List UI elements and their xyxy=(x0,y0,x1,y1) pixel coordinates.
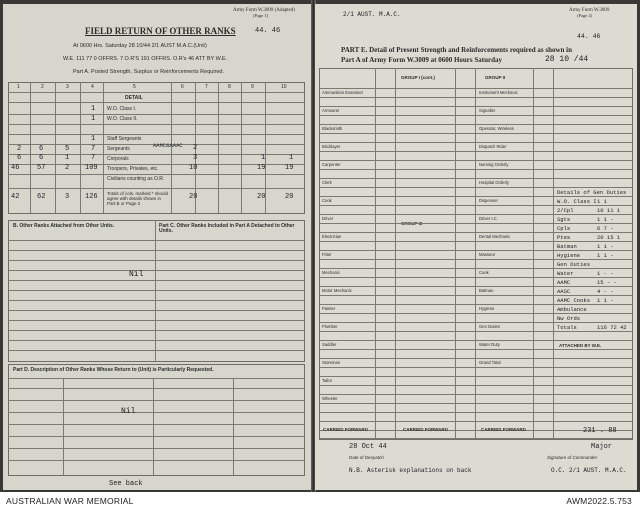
handwritten-entry: Ptes xyxy=(557,234,571,241)
signature-unit: O.C. 2/1 AUST. M.A.C. xyxy=(551,467,627,474)
group-i-heading: GROUP I (cont.) xyxy=(401,75,435,80)
trade-label: Driver xyxy=(322,216,334,221)
form-page: (Page 1) xyxy=(253,13,269,18)
grid-line xyxy=(319,259,632,260)
signature-label: Signature of Commander xyxy=(547,455,598,460)
handwritten-entry: Hygiene xyxy=(557,252,581,259)
grid-line xyxy=(319,178,632,179)
handwritten-value: 1 1 - xyxy=(597,216,614,223)
grid-line xyxy=(319,250,632,251)
right-page xyxy=(315,4,637,490)
trade-label: Nursing Orderly xyxy=(479,162,509,167)
nil-entry: Nil xyxy=(121,407,136,416)
serial-number: 44. 46 xyxy=(255,27,281,35)
grid-line xyxy=(319,295,632,296)
grid-line xyxy=(319,124,632,125)
trade-label: Dental Mechanic xyxy=(479,234,511,239)
row-detail: Staff Sergeants xyxy=(107,136,142,142)
grid-line xyxy=(319,151,632,152)
grid-line xyxy=(319,232,632,233)
grid-line xyxy=(319,196,632,197)
handwritten-entry: Batman xyxy=(557,243,577,250)
grand-total: 231 . 88 xyxy=(583,427,617,435)
handwritten-value: 116 72 42 xyxy=(597,324,627,331)
handwritten-value: 1 1 - xyxy=(597,252,614,259)
trade-label: Hygiene xyxy=(479,306,495,311)
trade-label: Motor Mechanic xyxy=(322,288,352,293)
handwritten-entry: AASC xyxy=(557,288,571,295)
signature-rank: Major xyxy=(591,443,613,451)
we-line: W.E. 111 77 0 OFFRS. 7 O.R'S 191 OFFRS. O.R's 46 ATT BY W.E. xyxy=(63,56,228,62)
form-page: (Page 2) xyxy=(577,13,593,18)
handwritten-value: 4 - - xyxy=(597,288,614,295)
attached-heading: ATTACHED BY W.E. xyxy=(559,343,602,348)
handwritten-value: 10 11 1 xyxy=(597,207,621,214)
part-b-heading: B. Other Ranks Attached from Other Units. xyxy=(13,223,115,229)
row-detail: Troopers, Privates, etc. xyxy=(107,166,159,172)
trade-label: Water Duty xyxy=(479,342,500,347)
handwritten-entry: W.O. Class I xyxy=(557,198,597,205)
row-detail: W.O. Class I. xyxy=(107,106,137,112)
grid-line xyxy=(319,385,632,386)
grid-line xyxy=(319,268,632,269)
trade-label: Fitter xyxy=(322,252,332,257)
handwritten-value: 20 15 1 xyxy=(597,234,621,241)
grid-line xyxy=(319,358,632,359)
trade-label: Masseur xyxy=(479,252,496,257)
part-e-subtitle: Part A of Army Form W.3009 at 0600 Hours Saturday xyxy=(341,56,502,64)
date-handwritten: 28 10 /44 xyxy=(545,55,589,64)
form-ref: Army Form W.3009 xyxy=(569,8,610,13)
handwritten-entry: Sgts xyxy=(557,216,571,223)
handwritten-entry: AAMC Cooks xyxy=(557,297,591,304)
trade-label: Mechanic xyxy=(322,270,340,275)
trade-label: Grand Total xyxy=(479,360,501,365)
grid-line xyxy=(319,241,632,242)
grid-line xyxy=(319,412,632,413)
part-e-title: PART E. Detail of Present Strength and Reinforcements required as shown in xyxy=(341,46,573,54)
row-detail: Sergeants xyxy=(107,146,130,152)
handwritten-entry: AAMC xyxy=(557,279,571,286)
nil-entry: Nil xyxy=(129,270,144,279)
unit-name: 2/1 AUST. M.A.C. xyxy=(343,11,401,18)
trade-label: Hospital Orderly xyxy=(479,180,510,185)
grid-line xyxy=(319,349,632,350)
serial-number: 44. 46 xyxy=(577,33,601,40)
grid-line xyxy=(319,286,632,287)
trade-label: Gen Duties xyxy=(479,324,500,329)
grid-line xyxy=(319,133,632,134)
part-c-heading: Part C. Other Ranks Included in Part A Detached to Other Units. xyxy=(159,223,295,234)
trade-label: Tailor xyxy=(322,378,333,383)
trade-label: Bricklayer xyxy=(322,144,341,149)
handwritten-entry: Gen Duties xyxy=(557,261,591,268)
handwritten-value: 1 1 - xyxy=(597,297,614,304)
trade-label: Armourer xyxy=(322,108,340,113)
left-page: Army Form W.3009 (Adapted) (Page 1) 44. 46 FIELD RETURN OF OTHER RANKS At 0600 Hrs. Saturday 28 10/44 2/1 AUST M.A.C.(Unit) W.E. 111 77 0 OFFRS. 7 O.R'S 191 OFFRS. O.R's 46 ATT BY W.E. Part A. Posted Strength, Surplus or Reinforcements Required. 1 2 3 4 5 6 7 8 9 10 DETAIL W.O. Class I. 1 W.O. Class II. 1 Staff Sergeants 1 Sergeants 2 6 5 7 AAMC&AAAC 2 Corporals 6 6 1 7 3 1 1 Troopers, Privates, etc. 46 57 2 109 10 19 19 Civilians counting as O.R. Totals of cols. marked * should agree with details shown in Part B or Page 2 42 62 3 126 20 20 20 B. Other Ranks Attached from Other Units. Part C. Other Ranks Included in Part A Detached to Other Units. Nil Part D. Description of Other Ranks Whose Return to (Unit) is Particularly Requested. Nil See back xyxy=(3,4,313,490)
trade-label: Cook xyxy=(322,198,332,203)
archive-footer xyxy=(0,492,640,509)
grid-line xyxy=(319,331,632,332)
handwritten-entry: Details of Gen Duties xyxy=(557,189,627,196)
trade-label: Cook xyxy=(479,270,489,275)
carried-forward-label: CARRIED FORWARD xyxy=(481,427,526,432)
handwritten-value: 1 1 xyxy=(597,198,607,205)
handwritten-entry: Ambulance xyxy=(557,306,587,313)
trade-label: Wheeler xyxy=(322,396,338,401)
grid-line xyxy=(319,214,632,215)
asterisk-note: N.B. Asterisk explanations on back xyxy=(349,467,472,474)
despatch-date-label: Date of Despatch xyxy=(349,455,384,460)
trade-label: Carpenter xyxy=(322,162,341,167)
trade-label: Driver I.C. xyxy=(479,216,498,221)
trade-label: Plumber xyxy=(322,324,338,329)
detail-header: DETAIL xyxy=(125,95,143,101)
trade-label: Storeman xyxy=(322,360,341,365)
handwritten-entry: 2/Cpl xyxy=(557,207,574,214)
grid-line xyxy=(319,394,632,395)
group-iii-heading: GROUP III xyxy=(401,221,423,226)
archive-id: AWM2022.5.753 xyxy=(566,496,632,506)
row-detail: W.O. Class II. xyxy=(107,116,138,122)
carried-forward-label: CARRIED FORWARD xyxy=(403,427,448,432)
row-detail: Totals of cols. marked * should agree with details shown in Part B or Page 2 xyxy=(107,191,169,207)
trade-label: Painter xyxy=(322,306,336,311)
trade-label: Instrument Mechanic xyxy=(479,90,518,95)
trade-label: Electrician xyxy=(322,234,342,239)
grid-line xyxy=(319,277,632,278)
grid-line xyxy=(319,160,632,161)
grid-line xyxy=(319,169,632,170)
grid-line xyxy=(319,97,632,98)
handwritten-entry: Water xyxy=(557,270,574,277)
form-ref: Army Form W.3009 (Adapted) xyxy=(233,8,295,13)
grid-line xyxy=(319,376,632,377)
row-detail: Civilians counting as O.R. xyxy=(107,176,165,182)
trade-label: Operator, Wireless xyxy=(479,126,514,131)
grid-line xyxy=(319,88,632,89)
handwritten-value: 1 1 - xyxy=(597,243,614,250)
handwritten-value: 6 7 - xyxy=(597,225,614,232)
carried-forward-label: CARRIED FORWARD xyxy=(323,427,368,432)
grid-line xyxy=(319,304,632,305)
handwritten-entry: Cpls xyxy=(557,225,571,232)
grid-line xyxy=(319,142,632,143)
grid-line xyxy=(319,322,632,323)
group-ii-heading: GROUP II xyxy=(485,75,506,80)
handwritten-value: 1 - - xyxy=(597,270,614,277)
trade-label: Batman xyxy=(479,288,494,293)
handwritten-entry: Nw Ords xyxy=(557,315,581,322)
trade-label: Dispatch Rider xyxy=(479,144,507,149)
despatch-date: 28 Oct 44 xyxy=(349,443,387,451)
grid-line xyxy=(319,205,632,206)
trade-label: Blacksmith xyxy=(322,126,343,131)
trade-label: Ammunition Examiner xyxy=(322,90,363,95)
part-a-heading: Part A. Posted Strength, Surplus or Reinforcements Required. xyxy=(73,69,225,75)
page-title: FIELD RETURN OF OTHER RANKS xyxy=(85,26,236,36)
grid-line xyxy=(319,340,632,341)
trade-label: Saddler xyxy=(322,342,337,347)
grid-line xyxy=(319,367,632,368)
grid-line xyxy=(319,115,632,116)
row-detail: Corporals xyxy=(107,156,129,162)
handwritten-entry: Totals xyxy=(557,324,577,331)
grid-line xyxy=(319,106,632,107)
grid-line xyxy=(319,187,632,188)
trade-label: Clerk xyxy=(322,180,332,185)
see-back-note: See back xyxy=(109,480,143,488)
trade-label: Dispenser xyxy=(479,198,498,203)
trade-label: Signaller xyxy=(479,108,496,113)
handwritten-value: 15 - - xyxy=(597,279,617,286)
grid-line xyxy=(319,403,632,404)
archive-name: AUSTRALIAN WAR MEMORIAL xyxy=(6,496,134,506)
grid-line xyxy=(319,223,632,224)
part-d-heading: Part D. Description of Other Ranks Whose Return to (Unit) is Particularly Requested. xyxy=(13,367,214,373)
grid-line xyxy=(319,421,632,422)
date-line: At 0600 Hrs. Saturday 28 10/44 2/1 AUST M.A.C.(Unit) xyxy=(73,43,207,49)
grid-line xyxy=(319,313,632,314)
